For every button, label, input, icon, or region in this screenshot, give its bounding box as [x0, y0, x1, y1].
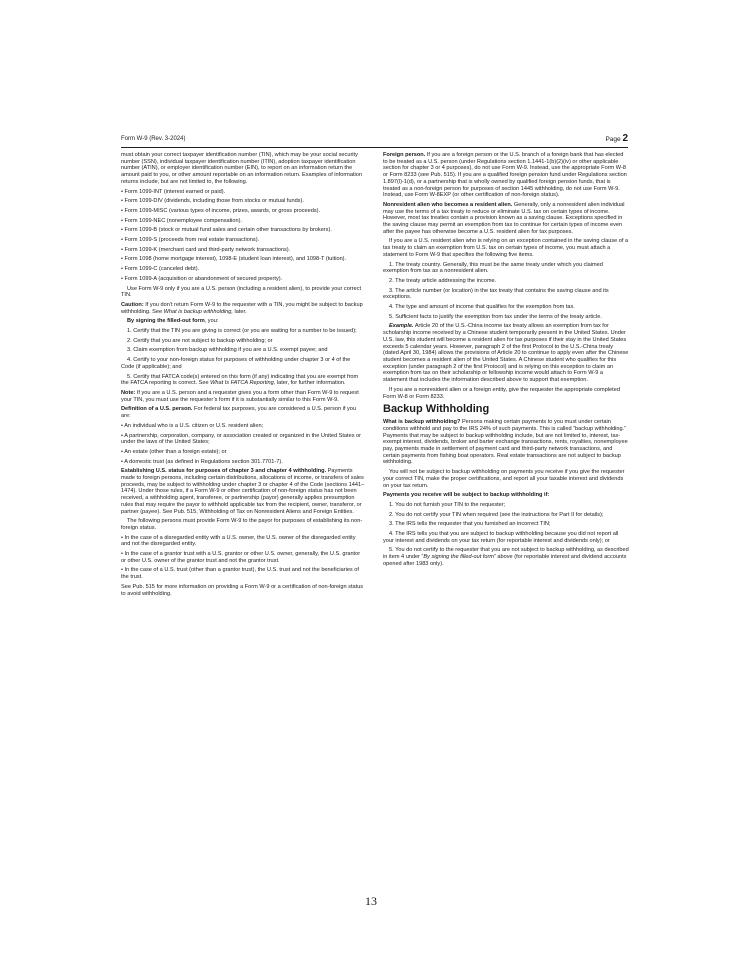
list-item: 5. Sufficient facts to justify the exemption from tax under the terms of the treaty article. — [389, 313, 602, 320]
list-item: • Form 1099-A (acquisition or abandonment of secured property). — [121, 275, 283, 282]
paragraph: The following persons must provide Form W-9 to the payor for purposes of establishing its non-foreign status. — [121, 518, 363, 531]
us-person-definition: Definition of a U.S. person. For federal tax purposes, you are considered a U.S. person if you are: — [121, 406, 357, 420]
list-item: 5. You do not certify to the requester that you are not subject to backup withholding, as described in item 4 under “By signing the filled-out form” above (for reportable interest and dividend accounts opened after 1983 only). — [383, 547, 629, 567]
list-item: 1. The treaty country. Generally, this must be the same treaty under which you claimed exemption from tax as a nonresident alien. — [383, 261, 603, 275]
what-is-backup-paragraph: What is backup withholding? Persons making certain payments to you must under certain conditions withhold and pay to the IRS 24% of such payments. This is called “backup withholding.” Payments that may be subject to backup withholding include, but are not limited to, interest, tax-exempt interest, dividends, broker and barter exchange transactions, rents, royalties, nonemployee pay, payments made in settlement of payment card and third-party network transactions, and certain payments from fishing boat operators. Real estate transactions are not subject to backup withholding. — [383, 419, 628, 466]
list-item: • In the case of a U.S. trust (other than a grantor trust), the U.S. trust and not the beneficiaries of the trust. — [121, 567, 359, 581]
list-item: 4. The IRS tells you that you are subject to backup withholding because you did not report all your interest and dividends on your tax return (for reportable interest and dividends only); or — [383, 531, 619, 544]
paragraph: Use Form W-9 only if you are a U.S. person (including a resident alien), to provide your correct TIN. — [121, 285, 362, 299]
list-item: 1. You do not furnish your TIN to the requester; — [389, 501, 506, 508]
list-item: • Form 1099-B (stock or mutual fund sales and certain other transactions by brokers). — [121, 227, 332, 234]
nonresident-alien-paragraph: Nonresident alien who becomes a resident alien. Generally, only a nonresident alien individual may use the terms of a tax treaty to reduce or eliminate U.S. tax on certain types of income. However, most tax treaties contain a provision known as a saving clause. Exceptions specified in the saving clause may permit an exemption from tax to continue for certain types of income even after the payee has otherwise become a U.S. resident alien for tax purposes. — [383, 201, 625, 235]
paragraph: See Pub. 515 for more information on providing a Form W-9 or a certification of non-foreign status to avoid withholding. — [121, 583, 364, 597]
list-item: 3. The article number (or location) in the tax treaty that contains the saving clause and its exceptions. — [383, 287, 609, 301]
paragraph: If you are a nonresident alien or a foreign entity, give the requester the appropriate completed Form W-8 or Form 8233. — [383, 386, 620, 400]
page-prefix: Page — [605, 136, 623, 143]
list-item: • Form 1099-K (merchant card and third-party network transactions). — [121, 246, 291, 253]
list-item: 3. The IRS tells the requester that you furnished an incorrect TIN; — [389, 521, 551, 528]
establishing-status-paragraph: Establishing U.S. status for purposes of chapter 3 and chapter 4 withholding. Payments made to foreign persons, including certain distributions, allocations of income, or transfers of sales proceeds, may be subject to withholding under chapter 3 or chapter 4 of the Code (sections 1441–1474). Under those rules, if a Form W-9 or other certification of non-foreign status has not been received, a withholding agent, transferee, or partnership (payor) generally applies presumption rules that may require the payor to withhold applicable tax from the recipient, owner, transferor, or partner (payee). See Pub. 515, Withholding of Tax on Nonresident Aliens and Foreign Entities. — [121, 468, 365, 515]
list-item: • Form 1098 (home mortgage interest), 1098-E (student loan interest), and 1098-T (tuition). — [121, 256, 347, 263]
page-header — [121, 133, 628, 148]
list-item: 4. The type and amount of income that qualifies for the exemption from tax. — [389, 304, 575, 311]
list-item: • Form 1099-INT (interest earned or paid). — [121, 188, 226, 195]
example-paragraph: Example. Article 20 of the U.S.-China income tax treaty allows an exemption from tax for scholarship income received by a Chinese student temporarily present in the United States. Under U.S. law, this student will become a resident alien for tax purposes if their stay in the United States exceeds 5 calendar years. However, paragraph 2 of the first Protocol to the U.S.-China treaty (dated April 30, 1984) allows the provisions of Article 20 to continue to apply even after the Chinese student becomes a resident alien of the United States. A Chinese student who qualifies for this exception (under paragraph 2 of the first Protocol) and is relying on this exception to claim an exemption from tax on their scholarship or fellowship income would attach to Form W-9 a statement that includes the information described above to support that exemption. — [383, 323, 629, 384]
list-item: • Form 1099-DIV (dividends, including those from stocks or mutual funds). — [121, 198, 304, 205]
list-item: 5. Certify that FATCA code(s) entered on this form (if any) indicating that you are exempt from the FATCA reporting is correct. See What Is FATCA Reporting, later, for further information. — [121, 373, 359, 387]
signing-heading: By signing the filled-out form, you: — [127, 318, 219, 325]
tin-intro-paragraph: must obtain your correct taxpayer identification number (TIN), which may be your social security number (SSN), individual taxpayer identification number (ITIN), adoption taxpayer identification number (ATIN), or employer identification number (EIN), to report on an information return the amount paid to you, or other amount reportable on an information return. Examples of information returns include, but are not limited to, the following. — [121, 152, 362, 185]
list-item: • Form 1099-S (proceeds from real estate transactions). — [121, 237, 260, 244]
subject-heading: Payments you receive will be subject to backup withholding if: — [383, 492, 550, 499]
right-column — [383, 152, 629, 571]
page-number: 13 — [365, 894, 377, 908]
form-title: Form W-9 (Rev. 3-2024) — [121, 136, 186, 142]
foreign-person-paragraph: Foreign person. If you are a foreign person or the U.S. branch of a foreign bank that has elected to be treated as a U.S. person (under Regulations section 1.1441-1(b)(2)(iv) or other applicable section for chapter 3 or 4 purposes), do not use Form W-9. Instead, use the appropriate Form W-8 or Form 8233 (see Pub. 515). If you are a qualified foreign pension fund under Regulations section 1.897(l)-1(d), or a partnership that is wholly owned by qualified foreign pension funds, that is treated as a non-foreign person for purposes of section 1445 withholding, do not use Form W-9. Instead, use Form W-8EXP (or other certification of non-foreign status). — [383, 152, 627, 199]
page-num: 2 — [622, 133, 628, 144]
list-item: • Form 1099-MISC (various types of income, prizes, awards, or gross proceeds). — [121, 207, 321, 214]
caution-paragraph: Caution: If you don’t return Form W-9 to the requester with a TIN, you might be subject to backup withholding. See What is backup withholding, later. — [121, 301, 363, 315]
list-item: 1. Certify that the TIN you are giving is correct (or you are waiting for a number to be issued); — [127, 328, 357, 335]
list-item: • An individual who is a U.S. citizen or U.S. resident alien; — [121, 422, 264, 429]
list-item: • Form 1099-NEC (nonemployee compensation). — [121, 217, 243, 224]
list-item: • An estate (other than a foreign estate); or — [121, 448, 227, 455]
note-paragraph: Note: If you are a U.S. person and a requester gives you a form other than Form W-9 to request your TIN, you must use the requester’s form if it is substantially similar to this Form W-9. — [121, 389, 359, 403]
list-item: • Form 1099-C (canceled debt). — [121, 266, 200, 273]
left-column — [121, 152, 365, 600]
list-item: 2. Certify that you are not subject to backup withholding; or — [127, 337, 273, 344]
list-item: • A domestic trust (as defined in Regulations section 301.7701-7). — [121, 458, 283, 465]
list-item: 4. Certify to your non-foreign status for purposes of withholding under chapter 3 or 4 of the Code (if applicable); and — [121, 357, 351, 370]
paragraph: You will not be subject to backup withholding on payments you receive if you give the requester your correct TIN, make the proper certifications, and report all your taxable interest and dividends on your tax return. — [383, 469, 625, 489]
list-item: • In the case of a grantor trust with a U.S. grantor or other U.S. owner, generally, the U.S. grantor or other U.S. owner of the grantor trust and not the grantor trust. — [121, 551, 361, 564]
section-title-backup-withholding: Backup Withholding — [383, 403, 490, 416]
list-item: 3. Claim exemption from backup withholding if you are a U.S. exempt payee; and — [127, 347, 328, 354]
list-item: 2. The treaty article addressing the income. — [389, 277, 497, 284]
page-label — [605, 133, 628, 144]
list-item: 2. You do not certify your TIN when required (see the instructions for Part II for details); — [389, 511, 604, 518]
list-item: • In the case of a disregarded entity with a U.S. owner, the U.S. owner of the disregarded entity and not the disregarded entity. — [121, 534, 356, 548]
list-item: • A partnership, corporation, company, or association created or organized in the United States or under the laws of the United States; — [121, 432, 362, 446]
paragraph: If you are a U.S. resident alien who is relying on an exception contained in the saving clause of a tax treaty to claim an exemption from U.S. tax on certain types of income, you must attach a statement to Form W-9 that specifies the following five items. — [383, 238, 629, 258]
